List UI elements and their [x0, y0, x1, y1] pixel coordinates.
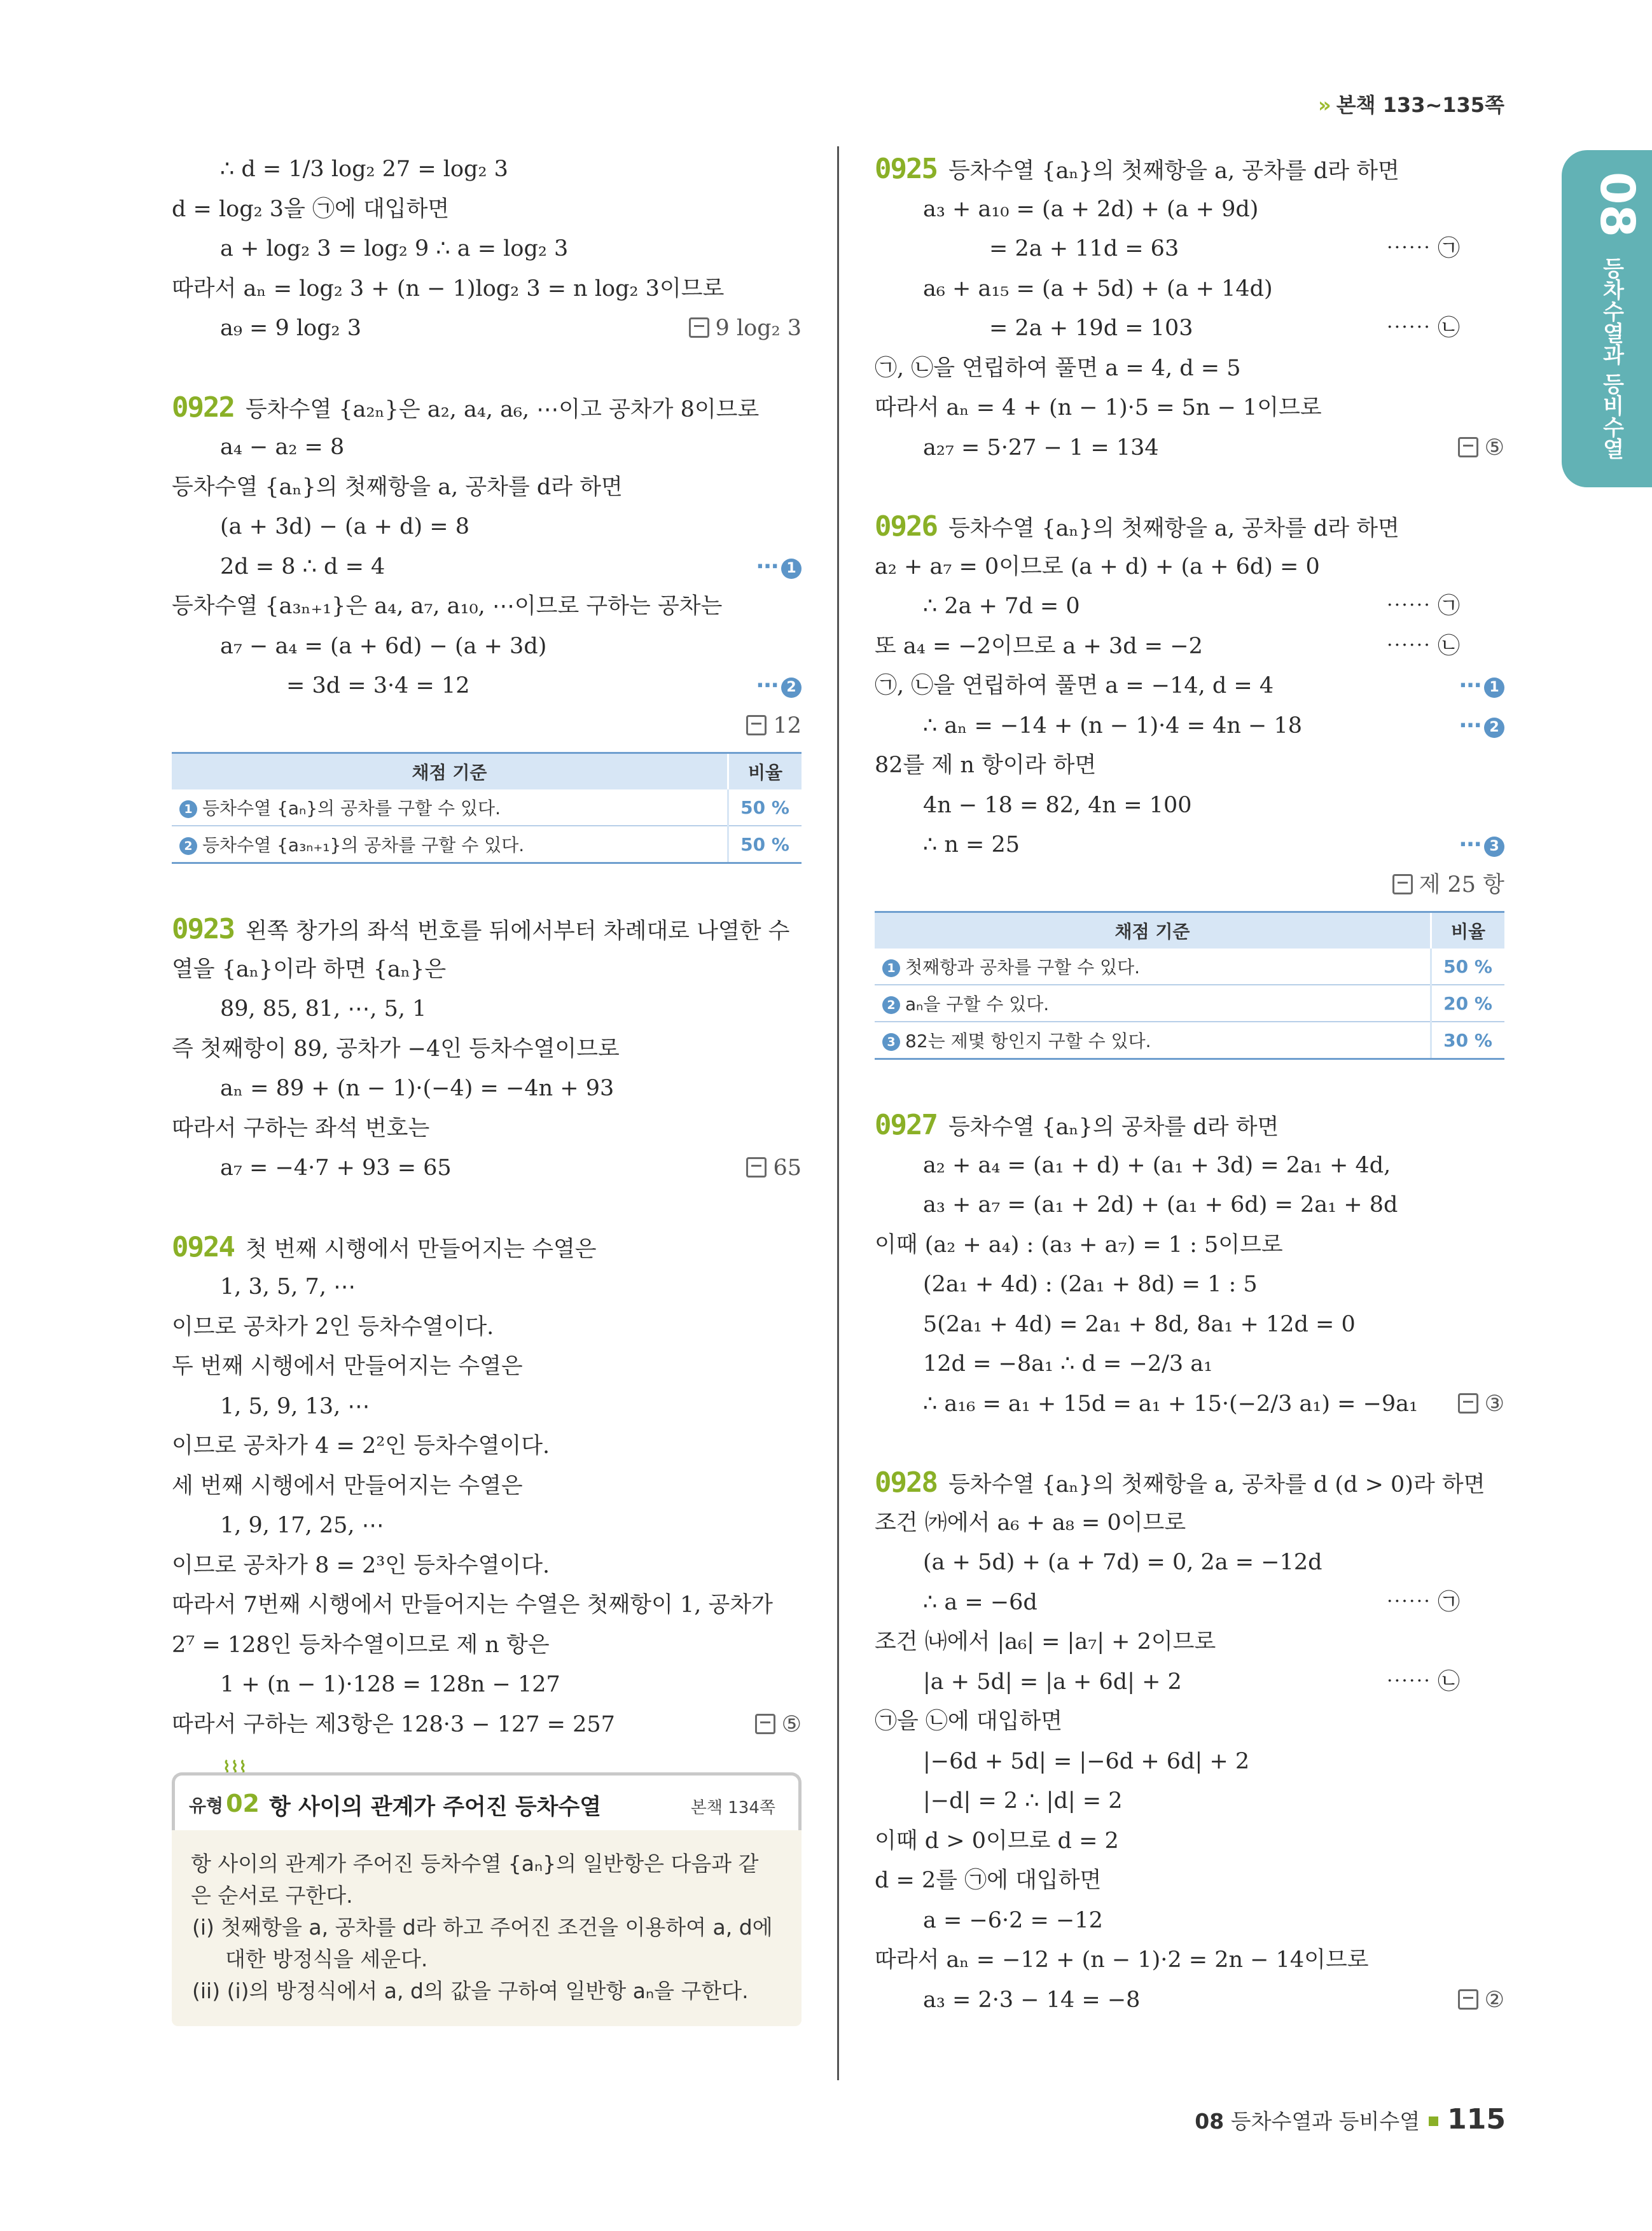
solution-line: 이므로 공차가 2인 등차수열이다. — [172, 1314, 494, 1340]
solution-line — [172, 1705, 802, 1745]
chapter-number: 08 — [1590, 172, 1644, 237]
solution-line — [875, 825, 1504, 865]
double-chevron-icon: » — [1318, 93, 1331, 117]
equation: = 3d = 3·4 = 12 — [286, 673, 470, 698]
equation-marker: ⋯⋯ ㉠ — [1385, 594, 1460, 619]
solution-text: 왼쪽 창가의 좌석 번호를 뒤에서부터 차례대로 나열한 수 — [245, 919, 790, 944]
equation: ∴ aₙ = −14 + (n − 1)·4 = 4n − 18 — [923, 712, 1303, 739]
page-footer — [1195, 2103, 1506, 2136]
table-header-rate: 비율 — [728, 753, 802, 790]
equation-marker: ⋯⋯ ㉠ — [1385, 1589, 1460, 1615]
solution-line — [875, 1384, 1504, 1424]
type-label-text: 유형 — [189, 1795, 224, 1816]
type-number: 02 — [226, 1790, 260, 1817]
solution-line — [875, 229, 1504, 269]
solution-line — [172, 1148, 802, 1188]
solution-line: 이때 (a₂ + a₄) : (a₃ + a₇) = 1 : 5이므로 — [875, 1232, 1283, 1258]
criterion-number: 1 — [882, 959, 900, 977]
solution-text: 첫 번째 시행에서 만들어지는 수열은 — [245, 1236, 597, 1262]
solution-line: 1, 9, 17, 25, ⋯ — [220, 1513, 384, 1538]
solution-line: (a + 5d) + (a + 7d) = 0, 2a = −12d — [923, 1550, 1322, 1575]
equation: ∴ a = −6d — [923, 1589, 1038, 1615]
criterion-text: 첫째항과 공차를 구할 수 있다. — [905, 957, 1141, 978]
equation: 또 a₄ = −2이므로 a + 3d = −2 — [875, 633, 1203, 659]
criterion-cell — [172, 826, 728, 863]
criterion-text: 82는 제몇 항인지 구할 수 있다. — [905, 1031, 1151, 1052]
answer-box-icon — [755, 1714, 775, 1734]
problem-number: 0926 — [875, 510, 937, 543]
answer-mark — [689, 309, 802, 349]
column-divider — [837, 146, 839, 2080]
solution-line: |−d| = 2 ∴ |d| = 2 — [923, 1788, 1123, 1814]
solution-line: 1, 3, 5, 7, ⋯ — [220, 1274, 356, 1300]
problem-number: 0922 — [172, 391, 234, 424]
criterion-number: 2 — [179, 837, 197, 855]
chapter-side-tab[interactable] — [1562, 150, 1652, 487]
type-title: 항 사이의 관계가 주어진 등차수열 — [269, 1795, 602, 1820]
criterion-text: 등차수열 {aₙ}의 공차를 구할 수 있다. — [202, 798, 501, 819]
answer-value: 제 25 항 — [1419, 872, 1504, 898]
solution-line: 5(2a₁ + 4d) = 2a₁ + 8d, 8a₁ + 12d = 0 — [923, 1311, 1356, 1337]
equation: a₇ = −4·7 + 93 = 65 — [220, 1155, 452, 1181]
step-marker-1: ⋯ 1 — [756, 547, 802, 587]
solution-line: ㉠, ㉡을 연립하여 풀면 a = 4, d = 5 — [875, 355, 1241, 381]
type-summary-box — [172, 1758, 802, 2026]
equation-marker: ⋯⋯ ㉡ — [1385, 1669, 1460, 1695]
type-page-reference[interactable]: 본책 134쪽 — [690, 1798, 775, 1817]
problem-number: 0923 — [172, 913, 234, 945]
answer-mark — [746, 706, 802, 746]
answer-box-icon — [689, 317, 709, 338]
answer-mark — [1392, 865, 1504, 905]
solution-line: a₂ + a₇ = 0이므로 (a + d) + (a + 6d) = 0 — [875, 553, 1320, 580]
criterion-number: 2 — [882, 996, 900, 1014]
solution-line: 1 + (n − 1)·128 = 128n − 127 — [220, 1672, 560, 1697]
answer-line — [172, 706, 802, 746]
equation: |a + 5d| = |a + 6d| + 2 — [923, 1669, 1182, 1695]
answer-mark — [746, 1148, 802, 1188]
answer-box-icon — [1392, 874, 1413, 894]
solution-line: |−6d + 5d| = |−6d + 6d| + 2 — [923, 1748, 1250, 1774]
equation: ∴ n = 25 — [923, 832, 1020, 858]
solution-text: 등차수열 {aₙ}의 첫째항을 a, 공차를 d라 하면 — [948, 516, 1399, 541]
solution-line: 두 번째 시행에서 만들어지는 수열은 — [172, 1354, 523, 1379]
solution-line: 2⁷ = 128인 등차수열이므로 제 n 항은 — [172, 1632, 550, 1658]
solution-line: d = log₂ 3을 ㉠에 대입하면 — [172, 196, 450, 222]
answer-value: 12 — [773, 712, 802, 739]
solution-text: 등차수열 {aₙ}의 공차를 d라 하면 — [948, 1115, 1279, 1140]
table-row — [172, 826, 802, 863]
equation: a₂₇ = 5·27 − 1 = 134 — [923, 434, 1159, 461]
problem-number: 0927 — [875, 1109, 937, 1141]
step-marker-2: ⋯ 2 — [1459, 706, 1504, 746]
problem-0925-header — [875, 149, 1504, 190]
answer-mark — [1458, 428, 1504, 468]
solution-text: 등차수열 {aₙ}의 첫째항을 a, 공차를 d (d > 0)라 하면 — [948, 1472, 1485, 1498]
rate-cell: 50 % — [728, 826, 802, 863]
solution-line: 즉 첫째항이 89, 공차가 −4인 등차수열이므로 — [172, 1036, 620, 1062]
solution-line: 이때 d > 0이므로 d = 2 — [875, 1828, 1119, 1854]
solution-line: aₙ = 89 + (n − 1)·(−4) = −4n + 93 — [220, 1076, 614, 1101]
answer-mark — [1458, 1384, 1504, 1424]
type-step-2: (ii) (i)의 방정식에서 a, d의 값을 구하여 일반항 aₙ을 구한다. — [192, 1978, 749, 2003]
reference-text: 본책 133~135쪽 — [1336, 93, 1504, 117]
equation: ∴ 2a + 7d = 0 — [923, 594, 1080, 619]
step-marker-1: ⋯ 1 — [1459, 666, 1504, 706]
criterion-text: aₙ을 구할 수 있다. — [905, 994, 1050, 1015]
solution-line: 따라서 구하는 좌석 번호는 — [172, 1115, 430, 1141]
criterion-text: 등차수열 {a₃ₙ₊₁}의 공차를 구할 수 있다. — [202, 835, 525, 856]
criterion-cell — [172, 789, 728, 826]
rate-cell: 20 % — [1431, 985, 1505, 1022]
solution-line — [172, 666, 802, 706]
solution-line: 82를 제 n 항이라 하면 — [875, 753, 1097, 778]
answer-value: ② — [1484, 1987, 1504, 2013]
type-box-body — [172, 1830, 802, 2026]
rate-cell: 30 % — [1431, 1022, 1505, 1059]
zigzag-icon: ⌇⌇⌇ — [223, 1758, 247, 1777]
answer-value: ⑤ — [781, 1711, 802, 1737]
solution-line — [875, 587, 1504, 627]
problem-0924-header — [172, 1228, 802, 1268]
solution-line: (2a₁ + 4d) : (2a₁ + 8d) = 1 : 5 — [923, 1272, 1258, 1297]
solution-line: a₆ + a₁₅ = (a + 5d) + (a + 14d) — [923, 275, 1273, 302]
table-header: 채점 기준 — [172, 753, 728, 790]
table-row — [875, 949, 1504, 985]
equation: a₃ = 2·3 − 14 = −8 — [923, 1987, 1141, 2013]
criterion-number: 1 — [179, 800, 197, 818]
solution-line: 등차수열 {a₃ₙ₊₁}은 a₄, a₇, a₁₀, ⋯이므로 구하는 공차는 — [172, 594, 723, 619]
answer-value: ③ — [1484, 1391, 1504, 1417]
table-header-rate: 비율 — [1431, 912, 1505, 949]
solution-line — [875, 627, 1504, 667]
step-marker-2: ⋯ 2 — [756, 666, 802, 706]
scoring-table — [172, 752, 802, 864]
equation: ㉠, ㉡을 연립하여 풀면 a = −14, d = 4 — [875, 673, 1274, 698]
solution-line: a₃ + a₇ = (a₁ + 2d) + (a₁ + 6d) = 2a₁ + 8d — [923, 1192, 1398, 1218]
step-marker-3: ⋯ 3 — [1459, 825, 1504, 865]
answer-value: ⑤ — [1484, 434, 1504, 461]
solution-line: a₇ − a₄ = (a + 6d) − (a + 3d) — [220, 633, 547, 659]
problem-number: 0925 — [875, 153, 937, 185]
solution-line: 따라서 aₙ = −12 + (n − 1)·2 = 2n − 14이므로 — [875, 1947, 1369, 1973]
type-label — [189, 1790, 266, 1817]
solution-line: 열을 {aₙ}이라 하면 {aₙ}은 — [172, 956, 447, 982]
rate-cell: 50 % — [1431, 949, 1505, 985]
right-column — [875, 149, 1504, 2020]
solution-line: 이므로 공차가 8 = 2³인 등차수열이다. — [172, 1552, 550, 1578]
solution-line — [172, 309, 802, 349]
chapter-title: 등차수열과 등비수열 — [1599, 257, 1624, 459]
solution-line — [875, 706, 1504, 746]
table-header: 채점 기준 — [875, 912, 1431, 949]
problem-0928-header — [875, 1463, 1504, 1503]
solution-line: 89, 85, 81, ⋯, 5, 1 — [220, 996, 427, 1022]
answer-box-icon — [1458, 1393, 1478, 1414]
answer-box-icon — [1458, 437, 1478, 457]
criterion-cell — [875, 949, 1431, 985]
answer-value: 65 — [773, 1155, 802, 1181]
equation-marker: ⋯⋯ ㉡ — [1385, 316, 1460, 341]
problem-0923-header — [172, 910, 802, 950]
solution-line: a + log₂ 3 = log₂ 9 ∴ a = log₂ 3 — [220, 236, 569, 261]
solution-line — [875, 309, 1504, 349]
solution-line: a = −6·2 = −12 — [923, 1907, 1103, 1933]
solution-line: (a + 3d) − (a + d) = 8 — [220, 514, 470, 539]
type-box-header — [172, 1772, 802, 1830]
solution-line: a₃ + a₁₀ = (a + 2d) + (a + 9d) — [923, 196, 1259, 222]
solution-line — [875, 1662, 1504, 1702]
table-row — [172, 789, 802, 826]
solution-line: 4n − 18 = 82, 4n = 100 — [923, 792, 1192, 818]
equation: = 2a + 11d = 63 — [989, 236, 1179, 261]
equation: 2d = 8 ∴ d = 4 — [220, 553, 385, 580]
solution-text: 등차수열 {aₙ}의 첫째항을 a, 공차를 d라 하면 — [948, 158, 1399, 184]
equation: 따라서 구하는 제3항은 128·3 − 127 = 257 — [172, 1711, 615, 1737]
problem-number: 0928 — [875, 1466, 937, 1499]
book-page-reference — [1318, 89, 1504, 118]
solution-line: d = 2를 ㉠에 대입하면 — [875, 1868, 1102, 1893]
answer-value: 9 log₂ 3 — [715, 316, 802, 341]
solution-line: a₂ + a₄ = (a₁ + d) + (a₁ + 3d) = 2a₁ + 4d, — [923, 1152, 1391, 1178]
solution-line — [172, 547, 802, 587]
table-row — [875, 1022, 1504, 1059]
equation: = 2a + 19d = 103 — [989, 316, 1193, 341]
criterion-cell — [875, 985, 1431, 1022]
problem-0926-header — [875, 507, 1504, 547]
solution-line: 이므로 공차가 4 = 2²인 등차수열이다. — [172, 1433, 550, 1459]
solution-line: 등차수열 {aₙ}의 첫째항을 a, 공차를 d라 하면 — [172, 474, 623, 500]
solution-line — [875, 428, 1504, 468]
equation: a₉ = 9 log₂ 3 — [220, 316, 361, 341]
solution-line — [875, 1583, 1504, 1623]
answer-mark — [1458, 1980, 1504, 2020]
criterion-number: 3 — [882, 1033, 900, 1051]
solution-line: ㉠을 ㉡에 대입하면 — [875, 1709, 1063, 1734]
rate-cell: 50 % — [728, 789, 802, 826]
type-step-1: (i) 첫째항을 a, 공차를 d라 하고 주어진 조건을 이용하여 a, d에 대한 방정식을 세운다. — [192, 1915, 773, 1971]
answer-line — [875, 865, 1504, 905]
answer-box-icon — [746, 1157, 767, 1178]
solution-line: 세 번째 시행에서 만들어지는 수열은 — [172, 1473, 523, 1499]
solution-text: 등차수열 {a₂ₙ}은 a₂, a₄, a₆, ⋯이고 공차가 8이므로 — [245, 396, 760, 422]
equation-marker: ⋯⋯ ㉡ — [1385, 633, 1460, 659]
problem-number: 0924 — [172, 1230, 234, 1263]
answer-box-icon — [1458, 1989, 1478, 2010]
solution-line: 조건 ㈎에서 a₆ + a₈ = 0이므로 — [875, 1510, 1186, 1536]
solution-line — [875, 666, 1504, 706]
answer-box-icon — [746, 715, 767, 735]
solution-line: 따라서 aₙ = 4 + (n − 1)·5 = 5n − 1이므로 — [875, 395, 1322, 420]
type-intro: 항 사이의 관계가 주어진 등차수열 {aₙ}의 일반항은 다음과 같은 순서로 구한다. — [191, 1851, 759, 1908]
problem-0922-header — [172, 388, 802, 428]
page-number: 115 — [1447, 2103, 1506, 2136]
answer-mark — [755, 1705, 802, 1745]
problem-0927-header — [875, 1106, 1504, 1146]
solution-line — [875, 1980, 1504, 2020]
footer-chapter-number: 08 — [1195, 2109, 1225, 2134]
left-column — [172, 149, 802, 2026]
solution-line: 따라서 aₙ = log₂ 3 + (n − 1)log₂ 3 = n log₂ 3이므로 — [172, 275, 725, 302]
solution-line: ∴ d = 1/3 log₂ 27 = log₂ 3 — [220, 156, 508, 182]
solution-line: 12d = −8a₁ ∴ d = −2/3 a₁ — [923, 1351, 1213, 1377]
solution-line: 조건 ㈏에서 |a₆| = |a₇| + 2이므로 — [875, 1629, 1216, 1655]
square-bullet-icon — [1429, 2116, 1438, 2126]
equation-marker: ⋯⋯ ㉠ — [1385, 236, 1460, 261]
solution-line: 1, 5, 9, 13, ⋯ — [220, 1393, 370, 1419]
footer-chapter-title: 등차수열과 등비수열 — [1230, 2109, 1420, 2134]
table-row — [875, 985, 1504, 1022]
equation: ∴ a₁₆ = a₁ + 15d = a₁ + 15·(−2/3 a₁) = −9a₁ — [923, 1391, 1419, 1417]
criterion-cell — [875, 1022, 1431, 1059]
solution-line: 따라서 7번째 시행에서 만들어지는 수열은 첫째항이 1, 공차가 — [172, 1592, 773, 1618]
scoring-table — [875, 911, 1504, 1060]
solution-line: a₄ − a₂ = 8 — [220, 434, 345, 460]
